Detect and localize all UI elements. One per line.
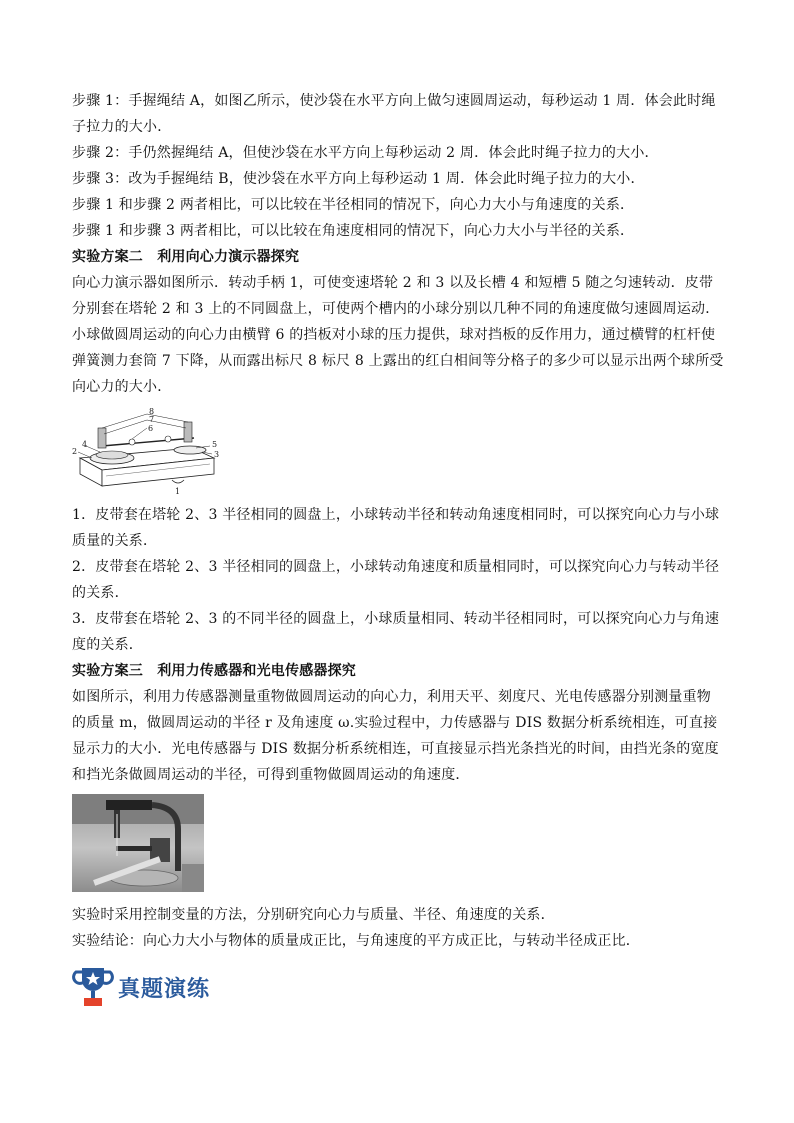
plan2-item-3: 3．皮带套在塔轮 2、3 的不同半径的圆盘上，小球质量相同、转动半径相同时，可以探究向心力与角速度的关系． (72, 611, 720, 653)
plan3-intro: 如图所示，利用力传感器测量重物做圆周运动的向心力，利用天平、刻度尺、光电传感器分别测量重物的质量 m，做圆周运动的半径 r 及角速度 ω.实验过程中，力传感器与 DIS 数据分析系统相连，可直接显示力的大小．光电传感器与 DIS 数据分析系统相连，可直接显示挡光条挡光的时间，由挡光条的宽度和挡光条做圆周运动的半径，可得到重物做圆周运动的角速度． (72, 689, 719, 783)
figure-label-5: 5 (212, 440, 218, 449)
figure-label-7: 7 (149, 415, 155, 424)
plan2-item-2: 2．皮带套在塔轮 2、3 半径相同的圆盘上，小球转动角速度和质量相同时，可以探究向心力与转动半径的关系． (72, 559, 720, 601)
practice-banner (72, 964, 724, 1010)
practice-banner-title: 真题演练 (118, 976, 211, 1002)
step-2: 步骤 2：手仍然握绳结 A，但使沙袋在水平方向上每秒运动 2 周．体会此时绳子拉力的大小． (72, 145, 659, 161)
plan2-item-1: 1．皮带套在塔轮 2、3 半径相同的圆盘上，小球转动半径和转动角速度相同时，可以探究向心力与小球质量的关系． (72, 507, 720, 549)
trophy-icon (72, 964, 114, 1010)
figure-label-3: 3 (214, 450, 220, 459)
plan2-title: 实验方案二 利用向心力演示器探究 (72, 249, 300, 265)
sensor-apparatus-photo (72, 794, 204, 892)
step-3: 步骤 3：改为手握绳结 B，使沙袋在水平方向上每秒运动 1 周．体会此时绳子拉力的大小． (72, 171, 645, 187)
document-page (72, 88, 724, 1010)
plan3-method: 实验时采用控制变量的方法，分别研究向心力与质量、半径、角速度的关系． (72, 907, 555, 923)
plan2-intro: 向心力演示器如图所示．转动手柄 1，可使变速塔轮 2 和 3 以及长槽 4 和短槽 5 随之匀速转动．皮带分别套在塔轮 2 和 3 上的不同圆盘上，可使两个槽内的小球分别以几种不同的角速度做匀速圆周运动．小球做圆周运动的向心力由横臂 6 的挡板对小球的压力提供，球对挡板的反作用力，通过横臂的杠杆使弹簧测力套筒 7 下降，从而露出标尺 8 标尺 8 上露出的红白相间等分格子的多少可以显示出两个球所受向心力的大小． (72, 275, 724, 395)
step-1: 步骤 1：手握绳结 A，如图乙所示，使沙袋在水平方向上做匀速圆周运动，每秒运动 1 周．体会此时绳子拉力的大小． (72, 93, 716, 135)
figure-label-8: 8 (149, 407, 155, 416)
centripetal-demonstrator-figure (72, 406, 222, 496)
step-compare-1-2: 步骤 1 和步骤 2 两者相比，可以比较在半径相同的情况下，向心力大小与角速度的关系． (72, 197, 635, 213)
figure-label-6: 6 (148, 424, 154, 433)
step-compare-1-3: 步骤 1 和步骤 3 两者相比，可以比较在角速度相同的情况下，向心力大小与半径的关系． (72, 223, 635, 239)
figure-label-2: 2 (72, 447, 78, 456)
plan3-title: 实验方案三 利用力传感器和光电传感器探究 (72, 663, 356, 679)
plan3-conclusion: 实验结论：向心力大小与物体的质量成正比，与角速度的平方成正比，与转动半径成正比． (72, 933, 640, 949)
figure-label-4: 4 (82, 440, 88, 449)
figure-label-1: 1 (175, 487, 181, 496)
